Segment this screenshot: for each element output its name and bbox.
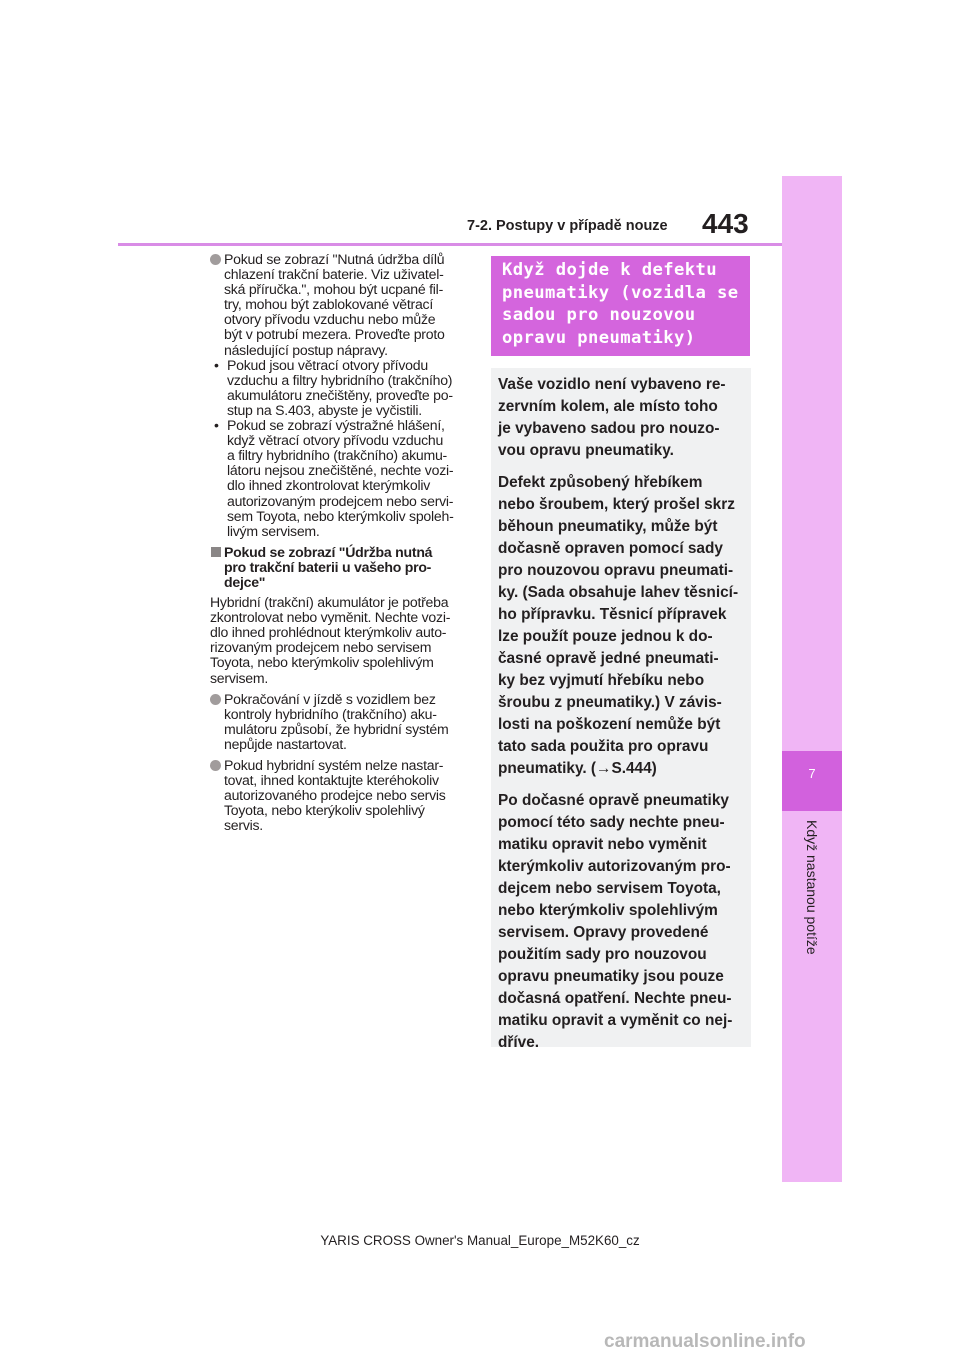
text-line: Pokud se zobrazí "Nutná údržba dílů (224, 251, 445, 267)
callout-paragraph (498, 790, 748, 1054)
text-line: běhoun pneumatiky, může být (498, 518, 718, 535)
text-line: opravu pneumatiky jsou pouze (498, 968, 724, 985)
text-line: sadou pro nouzovou (502, 305, 696, 325)
text-line: losti na poškození nemůže být (498, 716, 721, 733)
watermark: carmanualsonline.info (604, 1331, 806, 1352)
text-line: lze použít pouze jednou k do- (498, 628, 713, 645)
text-line: Pokračování v jízdě s vozidlem bez (224, 690, 436, 707)
text-line: pneumatiky (vozidla se (502, 282, 739, 303)
callout-title (502, 259, 747, 349)
text-line: dejcem nebo servisem Toyota, (498, 880, 721, 897)
text-line: kontroly hybridního (trakčního) aku- (224, 705, 437, 722)
text-line: a filtry hybridního (trakčního) akumu- (227, 447, 448, 464)
text-line: vzduchu a filtry hybridního (trakčního) (227, 371, 453, 388)
text-line: nebo šroubem, který prošel skrz (498, 496, 735, 513)
bullet-item (210, 758, 466, 833)
text-line: Po dočasné opravě pneumatiky (498, 792, 729, 809)
text-line: livým servisem. (227, 522, 320, 539)
text-line: stup na S.403, abyste je vyčistili. (227, 401, 422, 418)
text-line: ho přípravku. Těsnicí přípravek (498, 606, 727, 623)
callout-paragraph (498, 472, 748, 780)
callout-title-box (491, 256, 750, 356)
text-line: servisem. Opravy provedené (498, 924, 709, 941)
heading-text (224, 545, 466, 590)
text-line: vou opravu pneumatiky. (498, 442, 674, 459)
text-line: zervním kolem, ale místo toho (498, 398, 718, 415)
text-line: nepůjde nastartovat. (224, 735, 347, 752)
paragraph (210, 595, 466, 686)
bullet-item (210, 692, 466, 752)
sub-bullet-icon: • (214, 417, 219, 434)
text-line: pomocí této sady nechte pneu- (498, 814, 725, 831)
callout-body (498, 374, 748, 1064)
chapter-title: Když nastanou potíže (804, 820, 820, 955)
text-line: opravu pneumatiky) (502, 327, 696, 348)
text-line: pneumatiky. (→S.444) (498, 760, 657, 777)
text-line: tovat, ihned kontaktujte kteréhokoliv (224, 772, 439, 789)
text-line: když větrací otvory přívodu vzduchu (227, 432, 444, 449)
text-line: Pokud jsou větrací otvory přívodu (227, 356, 428, 373)
left-column (210, 252, 466, 833)
text-line: dejce" (224, 573, 266, 590)
sub-item (210, 358, 466, 418)
text-line: ky bez vyjmutí hřebíku nebo (498, 672, 705, 689)
bullet-dot-icon (210, 694, 221, 705)
text-line: try, mohou být zablokované větrací (224, 296, 434, 313)
text-line: následující postup nápravy. (224, 341, 388, 358)
text-line: tato sada použita pro opravu (498, 738, 709, 755)
chapter-number: 7 (808, 766, 816, 781)
text-line: Pokud se zobrazí "Údržba nutná (224, 543, 433, 560)
text-line: dlo ihned prohlédnout kterýmkoliv auto- (210, 624, 447, 641)
text-line: je vybaveno sadou pro nouzo- (498, 420, 720, 437)
text-line: sem Toyota, nebo kterýmkoliv spoleh- (227, 507, 454, 524)
text-line: matiku opravit a vyměnit co nej- (498, 1012, 733, 1029)
text-line: Toyota, nebo kterýmkoliv spolehlivým (210, 654, 434, 671)
sub-item (210, 418, 466, 539)
chapter-side-tab (782, 176, 842, 1182)
bullet-text (224, 692, 466, 752)
bullet-item (210, 252, 466, 358)
sub-item-text (227, 358, 466, 418)
text-line: být v potrubí mezera. Proveďte proto (224, 326, 445, 343)
chapter-title-container (782, 820, 842, 980)
chapter-number-tab (782, 751, 842, 811)
text-line: Hybridní (trakční) akumulátor je potřeba (210, 594, 449, 611)
header-rule (118, 243, 782, 246)
text-line: akumulátoru znečištěny, proveďte po- (227, 386, 453, 403)
page-number: 443 (702, 208, 749, 239)
callout-paragraph (498, 374, 748, 462)
text-line: použitím sady pro nouzovou (498, 946, 707, 963)
text-line: časné opravě jedné pneumati- (498, 650, 719, 667)
text-line: servis. (224, 817, 263, 834)
text-line: ky. (Sada obsahuje lahev těsnicí- (498, 584, 739, 601)
text-line: dočasně opraven pomocí sady (498, 540, 723, 557)
text-line: rizovaným prodejcem nebo servisem (210, 639, 432, 656)
text-line: dříve. (498, 1034, 540, 1051)
text-line: Defekt způsobený hřebíkem (498, 474, 703, 491)
text-line: kterýmkoliv autorizovaným pro- (498, 858, 731, 875)
text-line: matiku opravit nebo vyměnit (498, 836, 707, 853)
text-line: látoru nejsou znečištěné, nechte vozi- (227, 462, 454, 479)
sub-item-text (227, 418, 466, 539)
text-line: nebo kterýmkoliv spolehlivým (498, 902, 718, 919)
text-line: dlo ihned zkontrolovat kterýmkoliv (227, 477, 431, 494)
text-line: Pokud hybridní systém nelze nastar- (224, 757, 444, 773)
text-line: servisem. (210, 669, 269, 686)
text-line: autorizovaného prodejce nebo servis (224, 787, 446, 804)
bullet-dot-icon (210, 760, 221, 771)
text-line: zkontrolovat nebo vyměnit. Nechte vozi- (210, 609, 451, 626)
section-title: 7-2. Postupy v případě nouze (467, 218, 668, 234)
text-line: mulátoru způsobí, že hybridní systém (224, 720, 449, 737)
bullet-text (224, 252, 466, 358)
text-line: otvory přívodu vzduchu nebo může (224, 311, 436, 328)
text-line: chlazení trakční baterie. Viz uživatel- (224, 266, 444, 283)
section-heading (210, 545, 466, 590)
text-line: Pokud se zobrazí výstražné hlášení, (227, 417, 445, 434)
text-line: Když dojde k defektu (502, 260, 717, 280)
square-bullet-icon (211, 547, 221, 557)
callout-body-box (491, 368, 751, 1051)
sub-bullet-icon: • (214, 356, 219, 373)
text-line: pro trakční baterii u vašeho pro- (224, 558, 432, 575)
text-line: ská příručka.", mohou být ucpané fil- (224, 281, 444, 298)
text-line: šroubu z pneumatiky.) V závis- (498, 694, 722, 711)
text-line: Vaše vozidlo není vybaveno re- (498, 376, 726, 393)
text-line: dočasná opatření. Nechte pneu- (498, 990, 732, 1007)
text-line: Toyota, nebo kterýkoliv spolehlivý (224, 802, 425, 819)
footer-text: YARIS CROSS Owner's Manual_Europe_M52K60_cz (320, 1233, 640, 1248)
text-line: autorizovaným prodejcem nebo servi- (227, 492, 454, 509)
bullet-dot-icon (210, 254, 221, 265)
bullet-text (224, 758, 466, 833)
text-line: pro nouzovou opravu pneumati- (498, 562, 734, 579)
